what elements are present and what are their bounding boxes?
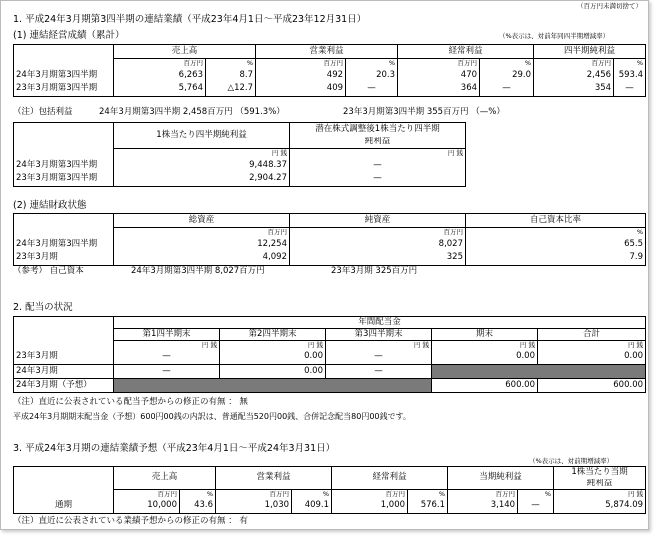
eps-value: 2,904.27	[114, 173, 290, 187]
comprehensive-income-label: （注）包括利益	[13, 107, 73, 117]
col-header-q2-end: 第2四半期末	[220, 329, 326, 341]
dividend-revision-note: （注）直近に公表されている配当予想からの修正の有無 ： 無	[13, 397, 248, 407]
operating-income-value: 1,030	[216, 500, 292, 514]
row-label: 23年3月期	[14, 351, 114, 365]
row-label: 23年3月期第3四半期	[14, 173, 114, 187]
net-assets-value: 325	[290, 252, 466, 266]
unit-million: 百万円	[534, 59, 614, 69]
forecast-table	[13, 466, 646, 514]
col-header-annual-dividend: 年間配当金	[114, 317, 646, 329]
q2-dividend: 0.00	[220, 365, 326, 379]
col-header-net-assets: 純資産	[290, 214, 466, 228]
corner-cell	[14, 467, 114, 490]
total-assets-value: 12,254	[114, 238, 290, 252]
table-row	[14, 365, 646, 379]
unit-pct: %	[466, 228, 646, 238]
comprehensive-income-prior: 23年3月期第3四半期 355百万円 （—%）	[343, 107, 505, 117]
row-label: 24年3月期（予想）	[14, 379, 114, 393]
row-label: 24年3月期第3四半期	[14, 159, 114, 173]
ordinary-income-value: 1,000	[332, 500, 408, 514]
not-applicable-cell	[114, 379, 432, 393]
unit-yen: 円 銭	[432, 341, 538, 351]
unit-row-label	[14, 149, 114, 159]
year-end-dividend: 0.00	[432, 351, 538, 365]
forecast-revision-note: （注）直近に公表されている業績予想からの修正の有無 ： 有	[13, 516, 248, 526]
section4-title: 3. 平成24年3月期の連結業績予想（平成23年4月1日～平成24年3月31日）	[13, 443, 336, 454]
sales-value: 5,764	[114, 83, 206, 97]
operating-income-pct: 20.3	[346, 69, 398, 83]
net-assets-value: 8,027	[290, 238, 466, 252]
unit-million: 百万円	[448, 490, 518, 500]
year-end-dividend: 600.00	[432, 379, 538, 393]
col-header-diluted-eps-line2: 純利益	[290, 137, 466, 149]
unit-yen: 円 銭	[554, 490, 646, 500]
q3-dividend: —	[326, 365, 432, 379]
col-header-operating-income: 営業利益	[216, 467, 332, 490]
ordinary-income-value: 470	[398, 69, 480, 83]
table-row	[14, 238, 646, 252]
table-row	[14, 500, 646, 514]
sales-pct: 8.7	[206, 69, 256, 83]
col-header-sales: 売上高	[114, 467, 216, 490]
col-header-equity-ratio: 自己資本比率	[466, 214, 646, 228]
table-row	[14, 69, 646, 83]
unit-row-label	[14, 341, 114, 351]
net-income-value: 3,140	[448, 500, 518, 514]
unit-million: 百万円	[216, 490, 292, 500]
unit-yen: 円 銭	[538, 341, 646, 351]
net-income-value: 354	[534, 83, 614, 97]
col-header-eps: 1株当たり当期	[554, 467, 646, 479]
operating-income-value: 409	[256, 83, 346, 97]
unit-pct: %	[408, 490, 448, 500]
net-income-pct: 593.4	[614, 69, 646, 83]
section1-pct-note: （%表示は、対前年同四半期増減率）	[499, 32, 610, 40]
section3-title: 2. 配当の状況	[13, 302, 73, 313]
operating-income-value: 492	[256, 69, 346, 83]
net-income-pct: —	[614, 83, 646, 97]
equity-ratio-value: 65.5	[466, 238, 646, 252]
unit-pct: %	[180, 490, 216, 500]
col-header-total: 合計	[538, 329, 646, 341]
col-header-year-end: 期末	[432, 329, 538, 341]
dividend-breakdown-note: 平成24年3月期期末配当金（予想）600円00銭の内訳は、普通配当520円00銭、合併記念配当80円00銭です。	[13, 412, 411, 421]
unit-pct: %	[614, 59, 646, 69]
col-header-diluted-eps: 潜在株式調整後1株当たり四半期	[290, 123, 466, 137]
col-header-q1-end: 第1四半期末	[114, 329, 220, 341]
unit-pct: %	[292, 490, 332, 500]
row-label: 24年3月期	[14, 365, 114, 379]
unit-million: 百万円	[290, 228, 466, 238]
eps-value: 5,874.09	[554, 500, 646, 514]
corner-cell	[14, 214, 114, 228]
financial-position-table	[13, 213, 646, 266]
col-header-eps-line2: 純利益	[554, 479, 646, 490]
equity-ref-prior: 23年3月期 325百万円	[331, 266, 418, 276]
q1-dividend: —	[114, 365, 220, 379]
unit-million: 百万円	[114, 59, 206, 69]
unit-million: 百万円	[332, 490, 408, 500]
ordinary-income-pct: 576.1	[408, 500, 448, 514]
unit-million: 百万円	[256, 59, 346, 69]
sales-value: 6,263	[114, 69, 206, 83]
col-header-operating-income: 営業利益	[256, 45, 398, 59]
col-header-eps: 1株当たり四半期純利益	[114, 123, 290, 149]
ordinary-income-pct: 29.0	[480, 69, 534, 83]
corner-cell	[14, 45, 114, 59]
unit-pct: %	[346, 59, 398, 69]
row-label: 通期	[14, 500, 114, 514]
table-row	[14, 379, 646, 393]
not-applicable-cell	[432, 365, 646, 379]
col-header-ordinary-income: 経常利益	[398, 45, 534, 59]
comprehensive-income-current: 24年3月期第3四半期 2,458百万円 （591.3%）	[99, 107, 285, 117]
section1-sub-title: (1) 連結経営成績（累計）	[13, 30, 125, 41]
table-row	[14, 159, 466, 173]
corner-cell	[14, 317, 114, 341]
sales-pct: 43.6	[180, 500, 216, 514]
unit-row-label	[14, 490, 114, 500]
row-label: 24年3月期第3四半期	[14, 69, 114, 83]
row-label: 23年3月期	[14, 252, 114, 266]
section1-title: 1. 平成24年3月期第3四半期の連結業績（平成23年4月1日～平成23年12月31日）	[13, 14, 367, 25]
diluted-eps-value: —	[290, 173, 466, 187]
equity-ref-label: （参考） 自己資本	[13, 266, 84, 276]
unit-pct: %	[518, 490, 554, 500]
eps-table	[13, 122, 466, 187]
ordinary-income-pct: —	[480, 83, 534, 97]
unit-yen: 円 銭	[114, 149, 290, 159]
row-label: 23年3月期第3四半期	[14, 83, 114, 97]
unit-row-label	[14, 228, 114, 238]
dividends-table	[13, 316, 646, 393]
sales-value: 10,000	[114, 500, 180, 514]
q2-dividend: 0.00	[220, 351, 326, 365]
operating-results-table	[13, 44, 646, 97]
table-row	[14, 173, 466, 187]
total-dividend: 600.00	[538, 379, 646, 393]
unit-row-label	[14, 59, 114, 69]
col-header-net-income: 当期純利益	[448, 467, 554, 490]
unit-note: （百万円未満切捨て）	[577, 2, 642, 10]
diluted-eps-value: —	[290, 159, 466, 173]
q1-dividend: —	[114, 351, 220, 365]
ordinary-income-value: 364	[398, 83, 480, 97]
unit-million: 百万円	[114, 228, 290, 238]
equity-ratio-value: 7.9	[466, 252, 646, 266]
col-header-ordinary-income: 経常利益	[332, 467, 448, 490]
operating-income-pct: —	[346, 83, 398, 97]
unit-pct: %	[480, 59, 534, 69]
section2-title: (2) 連結財政状態	[13, 200, 87, 211]
q3-dividend: —	[326, 351, 432, 365]
unit-yen: 円 銭	[290, 149, 466, 159]
row-label: 24年3月期第3四半期	[14, 238, 114, 252]
unit-yen: 円 銭	[326, 341, 432, 351]
total-dividend: 0.00	[538, 351, 646, 365]
table-row	[14, 351, 646, 365]
col-header-total-assets: 総資産	[114, 214, 290, 228]
section4-pct-note: （%表示は、対前期増減率）	[529, 457, 614, 465]
unit-million: 百万円	[114, 490, 180, 500]
col-header-sales: 売上高	[114, 45, 256, 59]
unit-yen: 円 銭	[114, 341, 220, 351]
net-income-value: 2,456	[534, 69, 614, 83]
col-header-net-income: 四半期純利益	[534, 45, 646, 59]
total-assets-value: 4,092	[114, 252, 290, 266]
operating-income-pct: 409.1	[292, 500, 332, 514]
col-header-q3-end: 第3四半期末	[326, 329, 432, 341]
corner-cell	[14, 123, 114, 149]
eps-value: 9,448.37	[114, 159, 290, 173]
table-row	[14, 83, 646, 97]
unit-yen: 円 銭	[220, 341, 326, 351]
table-row	[14, 252, 646, 266]
unit-million: 百万円	[398, 59, 480, 69]
net-income-pct: —	[518, 500, 554, 514]
unit-pct: %	[206, 59, 256, 69]
sales-pct: △12.7	[206, 83, 256, 97]
equity-ref-current: 24年3月期第3四半期 8,027百万円	[131, 266, 265, 276]
